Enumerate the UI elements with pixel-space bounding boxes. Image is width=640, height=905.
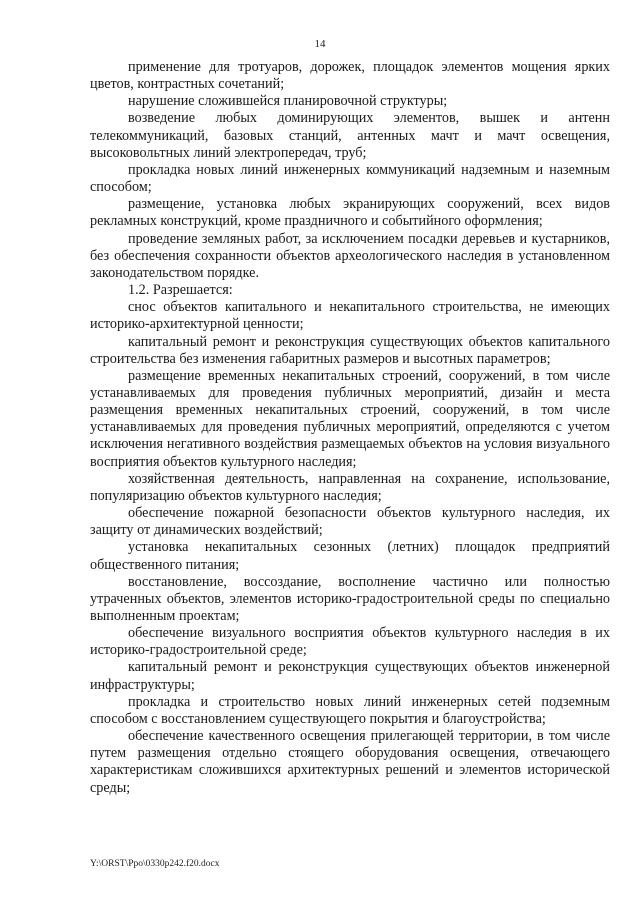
paragraph: применение для тротуаров, дорожек, площадок элементов мощения ярких цветов, контрастных сочетаний; [90, 59, 610, 93]
paragraph: установка некапитальных сезонных (летних) площадок предприятий общественного питания; [90, 539, 610, 573]
page-number: 14 [314, 38, 326, 50]
paragraph: размещение временных некапитальных строений, сооружений, в том числе устанавливаемых для проведения публичных мероприятий, дизайн и места размещения временных некапитальных строений, сооружений, в том числе устанавливаемых для проведения публичных мероприятий, определяются с учетом исключения негативного воздействия размещаемых объектов на условия визуального восприятия объектов культурного наследия; [90, 367, 610, 470]
paragraph: размещение, установка любых экранирующих сооружений, всех видов рекламных конструкций, кроме праздничного и событийного оформления; [90, 196, 610, 230]
paragraph: прокладка и строительство новых линий инженерных сетей подземным способом с восстановлением существующего покрытия и благоустройства; [90, 693, 610, 727]
paragraph: проведение земляных работ, за исключением посадки деревьев и кустарников, без обеспечения сохранности объектов археологического наследия в установленном законодательством порядке. [90, 230, 610, 281]
paragraph: капитальный ремонт и реконструкция существующих объектов инженерной инфраструктуры; [90, 659, 610, 693]
paragraph: прокладка новых линий инженерных коммуникаций надземным и наземным способом; [90, 161, 610, 196]
section-heading: 1.2. Разрешается: [128, 282, 233, 299]
paragraph: обеспечение визуального восприятия объектов культурного наследия в их историко-градостроительной среде; [90, 625, 610, 659]
paragraph: нарушение сложившейся планировочной структуры; [128, 93, 448, 110]
paragraph: восстановление, воссоздание, восполнение частично или полностью утраченных объектов, элементов историко-градостроительной среды по специально выполненным проектам; [90, 573, 610, 624]
document-body [90, 59, 610, 797]
paragraph: капитальный ремонт и реконструкция существующих объектов капитального строительства без изменения габаритных размеров и высотных параметров; [90, 333, 610, 367]
paragraph: возведение любых доминирующих элементов, вышек и антенн телекоммуникаций, базовых станций, антенных мачт и мачт освещения, высоковольтных линий электропередач, труб; [90, 110, 610, 161]
paragraph: обеспечение качественного освещения прилегающей территории, в том числе путем размещения отдельно стоящего оборудования освещения, отвечающего характеристикам сложившихся архитектурных решений и элементов исторической среды; [90, 728, 610, 796]
paragraph: обеспечение пожарной безопасности объектов культурного наследия, их защиту от динамических воздействий; [90, 505, 610, 539]
file-path-footer: Y:\ORST\Ppo\0330p242.f20.docx [90, 859, 220, 869]
paragraph: хозяйственная деятельность, направленная на сохранение, использование, популяризацию объектов культурного наследия; [90, 470, 610, 504]
paragraph: снос объектов капитального и некапитального строительства, не имеющих историко-архитектурной ценности; [90, 299, 610, 333]
